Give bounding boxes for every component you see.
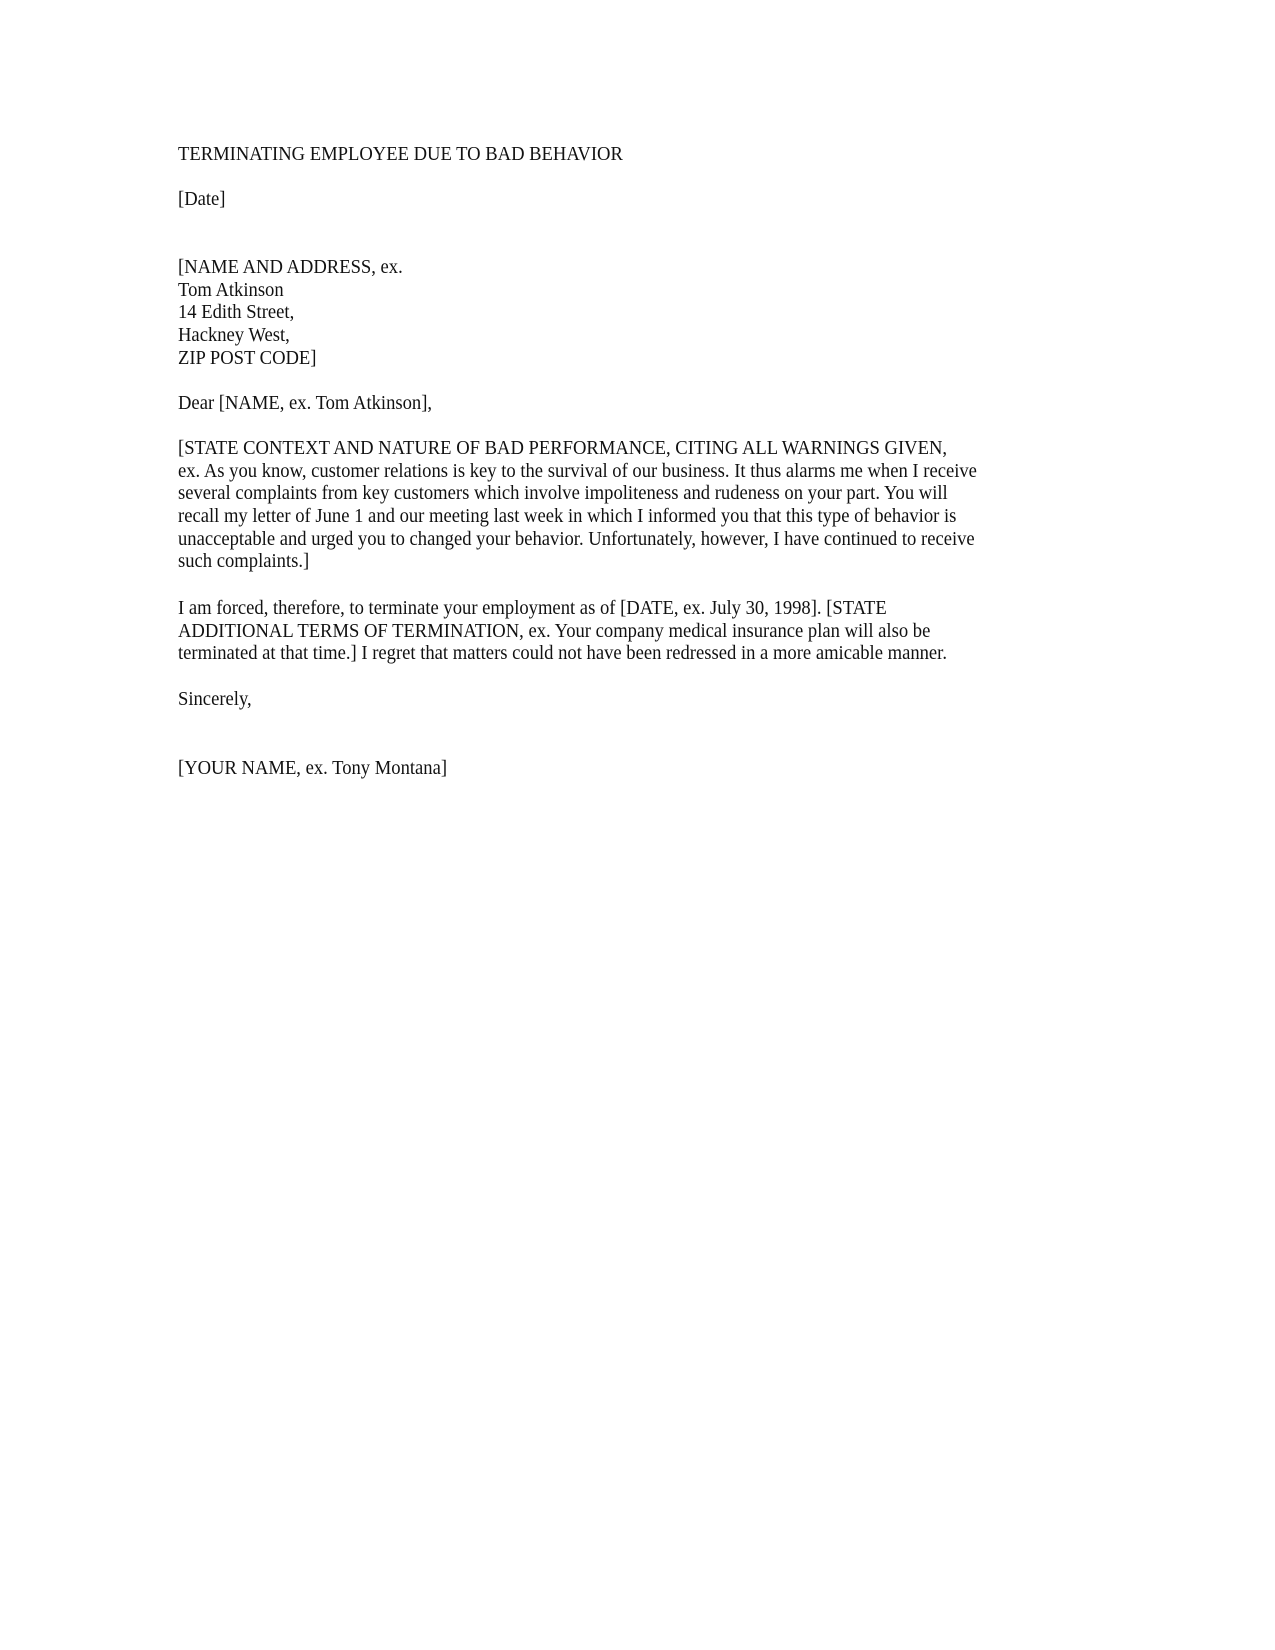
paragraph-line: ADDITIONAL TERMS OF TERMINATION, ex. Your company medical insurance plan will also be — [178, 619, 931, 642]
address-line: [NAME AND ADDRESS, ex. — [178, 256, 403, 278]
paragraph-line: several complaints from key customers which involve impoliteness and rudeness on your part. You will — [178, 482, 948, 505]
closing: Sincerely, — [178, 688, 252, 710]
address-line: Hackney West, — [178, 324, 290, 347]
address-line: 14 Edith Street, — [178, 301, 295, 324]
paragraph-line: recall my letter of June 1 and our meeting last week in which I informed you that this type of behavior is — [178, 505, 957, 528]
paragraph-line: unacceptable and urged you to changed your behavior. Unfortunately, however, I have continued to receive — [178, 527, 975, 550]
paragraph-line: such complaints.] — [178, 550, 310, 573]
paragraph-line: [STATE CONTEXT AND NATURE OF BAD PERFORMANCE, CITING ALL WARNINGS GIVEN, — [178, 437, 948, 459]
letter-title: TERMINATING EMPLOYEE DUE TO BAD BEHAVIOR — [178, 143, 623, 165]
paragraph-context — [178, 437, 977, 573]
address-line: Tom Atkinson — [178, 278, 284, 301]
salutation: Dear [NAME, ex. Tom Atkinson], — [178, 392, 433, 414]
paragraph-line: terminated at that time.] I regret that matters could not have been redressed in a more amicable manner. — [178, 642, 948, 665]
address-line: ZIP POST CODE] — [178, 346, 317, 369]
recipient-address — [178, 256, 403, 369]
date-placeholder: [Date] — [178, 188, 226, 210]
signature: [YOUR NAME, ex. Tony Montana] — [178, 757, 448, 779]
paragraph-line: ex. As you know, customer relations is key to the survival of our business. It thus alarms me when I receive — [178, 459, 977, 482]
paragraph-termination — [178, 597, 947, 665]
paragraph-line: I am forced, therefore, to terminate your employment as of [DATE, ex. July 30, 1998]. [STATE — [178, 597, 887, 619]
